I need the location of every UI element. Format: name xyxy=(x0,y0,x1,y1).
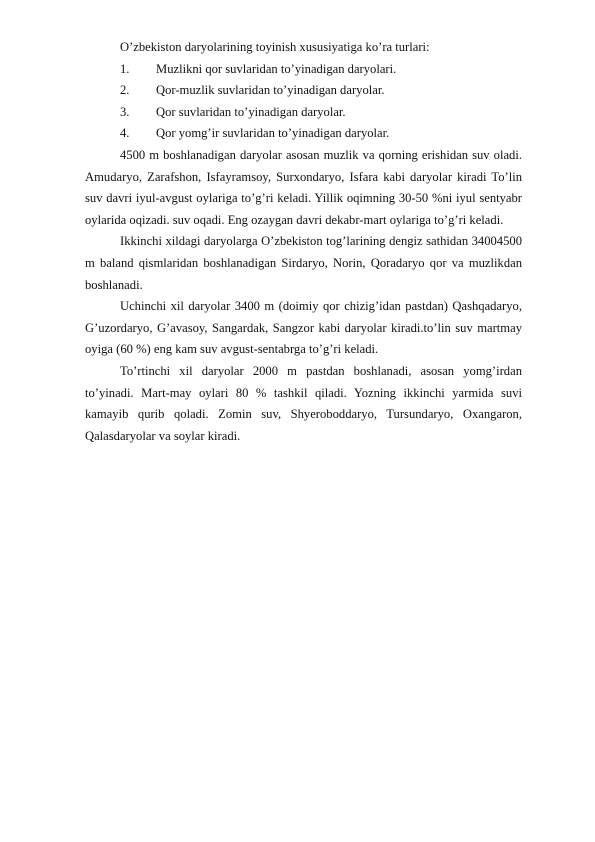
numbered-list xyxy=(85,59,522,145)
list-text: Muzlikni qor suvlaridan to’yinadigan daryolari. xyxy=(156,61,397,76)
paragraph-second-type: Ikkinchi xildagi daryolarga O’zbekiston tog’larining dengiz sathidan 34004500 m baland qismlaridan boshlanadigan Sirdaryo, Norin, Qoradaryo qor va muzlikdan boshlanadi. xyxy=(85,234,522,292)
section-heading: O’zbekiston daryolarining toyinish xususiyatiga ko’ra turlari: xyxy=(120,40,430,54)
list-item xyxy=(85,59,522,81)
list-text: Qor yomg’ir suvlaridan to’yinadigan daryolar. xyxy=(156,126,390,141)
list-number: 2. xyxy=(120,83,130,98)
list-text: Qor suvlaridan to’yinadigan daryolar. xyxy=(156,104,346,119)
document-page xyxy=(85,37,522,447)
paragraph-first-type: 4500 m boshlanadigan daryolar asosan muzlik va qorning erishidan suv oladi. Amudaryo, Zarafshon, Isfayramsoy, Surxondaryo, Isfara kabi daryolar kiradi To’lin suv davri iyul-avgust oylariga to’g’ri keladi. Yillik oqimning 30-50 %ni iyul sentyabr oylarida oqizadi. suv oqadi. Eng ozaygan davri dekabr-mart oylariga to’g’ri keladi. xyxy=(85,147,522,227)
list-number: 4. xyxy=(120,126,130,141)
list-item xyxy=(85,102,522,124)
paragraph-fourth-type: To’rtinchi xil daryolar 2000 m pastdan boshlanadi, asosan yomg’irdan to’yinadi. Mart-may oylari 80 % tashkil qiladi. Yozning ikkinchi yarmida suvi kamayib qurib qoladi. Zomin suv, Shyeroboddaryo, Tursundaryo, Oxangaron, Qalasdaryolar va soylar kiradi. xyxy=(85,363,522,443)
list-item xyxy=(85,123,522,145)
list-text: Qor-muzlik suvlaridan to’yinadigan daryolar. xyxy=(156,83,385,98)
list-number: 1. xyxy=(120,61,130,76)
list-item xyxy=(85,80,522,102)
list-number: 3. xyxy=(120,104,130,119)
paragraph-third-type: Uchinchi xil daryolar 3400 m (doimiy qor chizig’idan pastdan) Qashqadaryo, G’uzordaryo, G’avasoy, Sangardak, Sangzor kabi daryolar kiradi.to’lin suv martmay oyiga (60 %) eng kam suv avgust-sentabrga to’g’ri keladi. xyxy=(85,299,522,357)
